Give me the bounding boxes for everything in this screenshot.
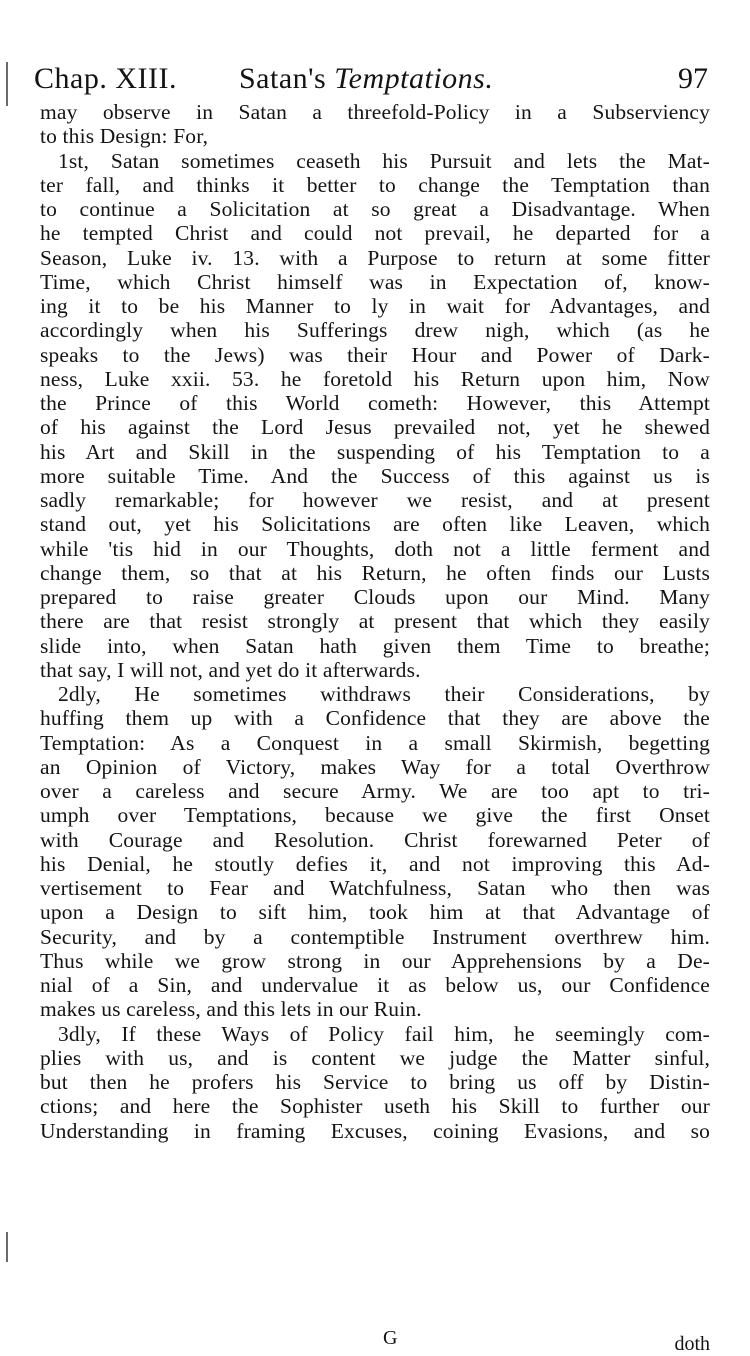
text-line: huffing them up with a Confidence that they are above the — [40, 706, 710, 731]
text-line: but then he profers his Service to bring us off by Distin- — [40, 1070, 710, 1094]
text-line: speaks to the Jews) was their Hour and Power of Dark- — [40, 342, 710, 367]
page-edge-mark — [6, 1232, 8, 1262]
text-line: plies with us, and is content we judge the Matter sinful, — [40, 1045, 710, 1070]
page-footer — [40, 1327, 710, 1355]
text-line: Time, which Christ himself was in Expectation of, know- — [40, 269, 710, 294]
text-line: the Prince of this World cometh: However, this Attempt — [40, 391, 710, 415]
catchword: doth — [674, 1333, 710, 1355]
text-line: ing it to be his Manner to ly in wait for Advantages, and — [40, 294, 710, 318]
text-line: his Art and Skill in the suspending of his Temptation to a — [40, 439, 710, 464]
text-line: sadly remarkable; for however we resist, and at present — [40, 488, 710, 512]
running-title-italic: Temptations. — [334, 62, 494, 95]
text-line: to continue a Solicitation at so great a Disadvantage. When — [40, 197, 710, 221]
text-line: ness, Luke xxii. 53. he foretold his Return upon him, Now — [40, 366, 710, 391]
running-title-prefix: Satan's — [239, 62, 327, 95]
signature-mark: G — [383, 1327, 398, 1349]
running-title — [239, 62, 493, 96]
text-line: vertisement to Fear and Watchfulness, Satan who then was — [40, 876, 710, 900]
text-line: that say, I will not, and yet do it afterwards. — [40, 657, 421, 682]
text-line: makes us careless, and this lets in our Ruin. — [40, 997, 422, 1022]
text-line: ctions; and here the Sophister useth his Skill to further our — [40, 1094, 710, 1119]
text-line: upon a Design to sift him, took him at that Advantage of — [40, 900, 710, 925]
text-line: with Courage and Resolution. Christ forewarned Peter of — [40, 827, 710, 852]
text-line: Temptation: As a Conquest in a small Skirmish, begetting — [40, 730, 710, 755]
text-line: 1st, Satan sometimes ceaseth his Pursuit and lets the Mat- — [58, 148, 710, 173]
text-line: stand out, yet his Solicitations are often like Leaven, which — [40, 512, 710, 537]
text-line: Thus while we grow strong in our Apprehensions by a De- — [40, 948, 710, 973]
text-line: Season, Luke iv. 13. with a Purpose to return at some fitter — [40, 245, 710, 270]
text-line: ter fall, and thinks it better to change the Temptation than — [40, 172, 710, 197]
text-line: 2dly, He sometimes withdraws their Considerations, by — [58, 682, 710, 706]
text-line: while 'tis hid in our Thoughts, doth not a little ferment and — [40, 536, 710, 561]
body-text — [40, 100, 710, 1143]
text-line: 3dly, If these Ways of Policy fail him, he seemingly com- — [58, 1021, 710, 1046]
chapter-label: Chap. XIII. — [34, 62, 177, 95]
text-line: prepared to raise greater Clouds upon our Mind. Many — [40, 585, 710, 609]
text-line: umph over Temptations, because we give the first Onset — [40, 803, 710, 828]
text-line: nial of a Sin, and undervalue it as below us, our Confidence — [40, 973, 710, 997]
text-line: Security, and by a contemptible Instrument overthrew him. — [40, 924, 710, 949]
text-line: more suitable Time. And the Success of this against us is — [40, 463, 710, 488]
text-line: there are that resist strongly at present that which they easily — [40, 609, 710, 634]
text-line: his Denial, he stoutly defies it, and not improving this Ad- — [40, 851, 710, 876]
text-line: accordingly when his Sufferings drew nigh, which (as he — [40, 318, 710, 343]
text-line: Understanding in framing Excuses, coining Evasions, and so — [40, 1118, 710, 1143]
text-line: change them, so that at his Return, he often finds our Lusts — [40, 560, 710, 585]
page-edge-mark — [6, 62, 8, 106]
text-line: over a careless and secure Army. We are too apt to tri- — [40, 779, 710, 803]
text-line: an Opinion of Victory, makes Way for a total Overthrow — [40, 754, 710, 779]
page-number: 97 — [678, 62, 708, 95]
text-line: to this Design: For, — [40, 124, 209, 149]
text-line: slide into, when Satan hath given them Time to breathe; — [40, 633, 710, 658]
text-line: may observe in Satan a threefold-Policy in a Subserviency — [40, 100, 710, 124]
text-line: he tempted Christ and could not prevail, he departed for a — [40, 221, 710, 246]
text-line: of his against the Lord Jesus prevailed not, yet he shewed — [40, 415, 710, 440]
